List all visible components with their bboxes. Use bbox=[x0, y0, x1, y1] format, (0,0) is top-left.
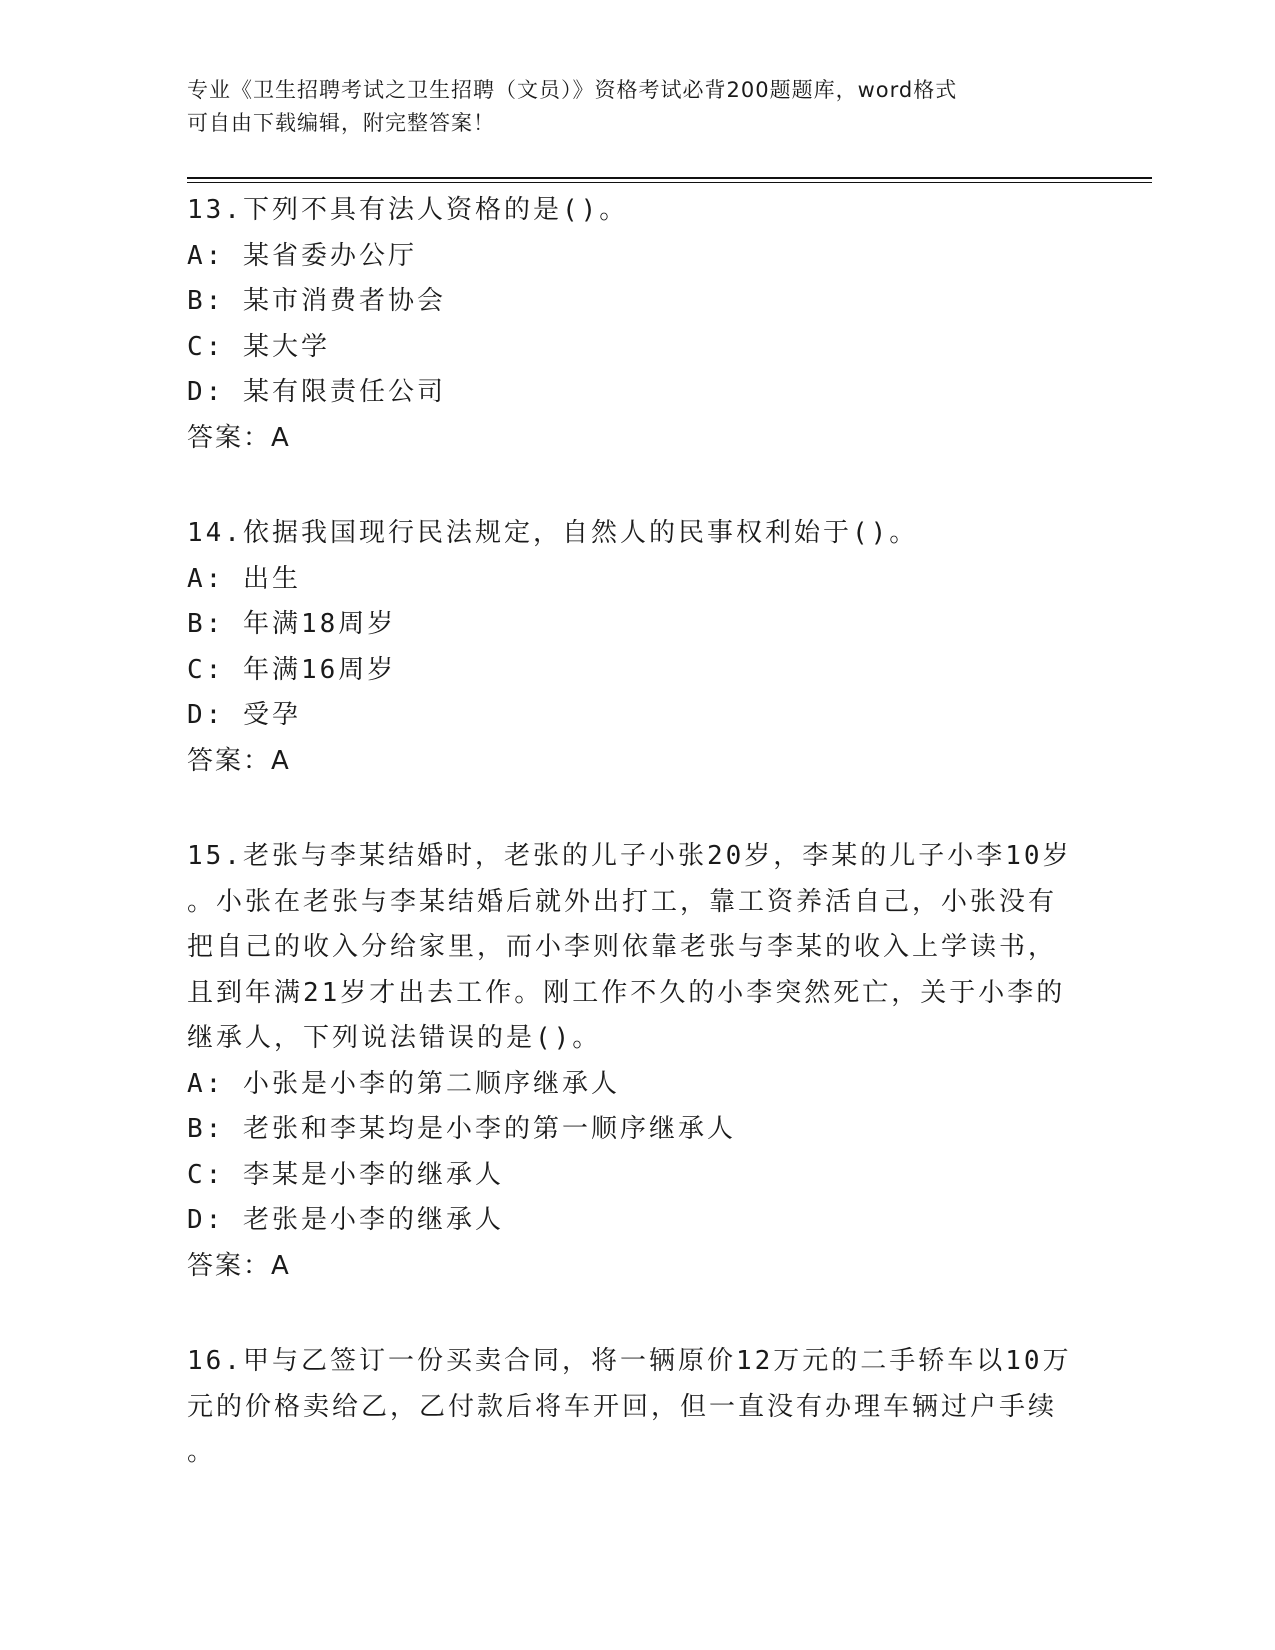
option-c: C: 某大学 bbox=[187, 331, 330, 362]
question-15 bbox=[187, 834, 1087, 1289]
question-stem: 。 bbox=[187, 1437, 217, 1467]
answer-label: 答案：A bbox=[187, 1250, 291, 1281]
header-divider-thick bbox=[187, 177, 1152, 179]
question-stem: 14.依据我国现行民法规定，自然人的民事权利始于()。 bbox=[187, 518, 919, 548]
header-line: 可自由下载编辑，附完整答案！ bbox=[187, 111, 495, 135]
option-b: B: 年满18周岁 bbox=[187, 609, 397, 639]
option-d: D: 老张是小李的继承人 bbox=[187, 1205, 504, 1235]
option-a: A: 出生 bbox=[187, 563, 301, 594]
option-a: A: 小张是小李的第二顺序继承人 bbox=[187, 1068, 620, 1099]
answer-label: 答案：A bbox=[187, 422, 291, 453]
option-b: B: 老张和李某均是小李的第一顺序继承人 bbox=[187, 1114, 736, 1144]
question-stem: 16.甲与乙签订一份买卖合同，将一辆原价12万元的二手轿车以10万 bbox=[187, 1346, 1072, 1376]
option-d: D: 某有限责任公司 bbox=[187, 377, 446, 407]
option-d: D: 受孕 bbox=[187, 700, 301, 730]
question-stem: 且到年满21岁才出去工作。刚工作不久的小李突然死亡，关于小李的 bbox=[187, 977, 1066, 1008]
option-a: A: 某省委办公厅 bbox=[187, 240, 417, 271]
question-stem: 15.老张与李某结婚时，老张的儿子小张20岁，李某的儿子小李10岁 bbox=[187, 841, 1072, 871]
question-stem: 13.下列不具有法人资格的是()。 bbox=[187, 195, 629, 225]
question-stem: 继承人，下列说法错误的是()。 bbox=[187, 1023, 602, 1053]
answer-label: 答案：A bbox=[187, 745, 291, 776]
option-c: C: 李某是小李的继承人 bbox=[187, 1159, 504, 1190]
question-stem: 。小张在老张与李某结婚后就外出打工，靠工资养活自己，小张没有 bbox=[187, 886, 1058, 917]
header-divider-thin bbox=[187, 182, 1152, 183]
option-b: B: 某市消费者协会 bbox=[187, 286, 446, 316]
question-16 bbox=[187, 1339, 1087, 1476]
document-header bbox=[187, 74, 1067, 140]
option-c: C: 年满16周岁 bbox=[187, 654, 397, 685]
header-line: 专业《卫生招聘考试之卫生招聘（文员）》资格考试必背200题题库，word格式 bbox=[187, 78, 958, 102]
question-list bbox=[187, 188, 1087, 1526]
question-stem: 元的价格卖给乙，乙付款后将车开回，但一直没有办理车辆过户手续 bbox=[187, 1391, 1058, 1422]
question-13 bbox=[187, 188, 1087, 461]
question-stem: 把自己的收入分给家里，而小李则依靠老张与李某的收入上学读书， bbox=[187, 932, 1058, 962]
question-14 bbox=[187, 511, 1087, 784]
